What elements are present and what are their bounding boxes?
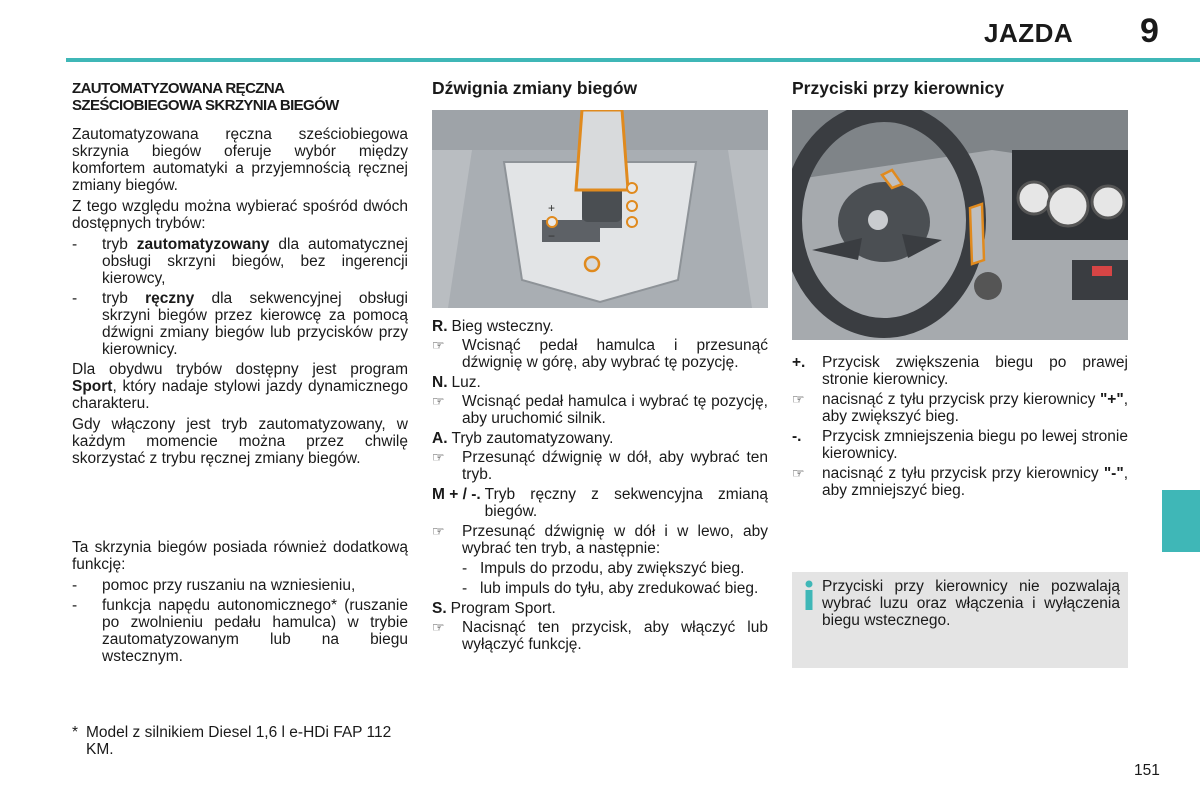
header-rule xyxy=(66,58,1200,62)
list-item-hill-assist: - pomoc przy ruszaniu na wzniesieniu, xyxy=(72,577,356,594)
column-gear-lever xyxy=(432,80,768,656)
sport-paragraph: Dla obydwu trybów dostępny jest program Sport, który nadaje stylowi jazdy dynamicznego charakteru. xyxy=(72,361,408,412)
page-number: 151 xyxy=(1134,762,1160,779)
manual-override-paragraph: Gdy włączony jest tryb zautomatyzowany, w każdym momencie można przez chwilę skorzystać z trybu ręcznej zmiany biegów. xyxy=(72,416,408,467)
gear-a-step: ☞ Przesunąć dźwignię w dół, aby wybrać ten tryb. xyxy=(432,449,768,483)
chapter-number: 9 xyxy=(1140,12,1159,50)
illus-plus-label: + xyxy=(548,201,556,215)
gear-r: R. Bieg wsteczny. xyxy=(432,318,554,335)
info-box xyxy=(792,572,1128,668)
gear-s: S. Program Sport. xyxy=(432,600,556,617)
pointing-hand-icon: ☞ xyxy=(432,619,445,635)
pointing-hand-icon: ☞ xyxy=(432,393,445,409)
info-icon xyxy=(802,580,816,610)
gear-m-step: ☞ Przesunąć dźwignię w dół i w lewo, aby wybrać ten tryb, a następnie: xyxy=(432,523,768,557)
column-steering-buttons xyxy=(792,80,1128,502)
chapter-side-tab xyxy=(1162,490,1200,552)
pointing-hand-icon: ☞ xyxy=(432,523,445,539)
pointing-hand-icon: ☞ xyxy=(432,337,445,353)
footnote: * Model z silnikiem Diesel 1,6 l e-HDi FAP 112 KM. xyxy=(72,724,392,758)
gear-a: A. Tryb zautomatyzowany. xyxy=(432,430,614,447)
illus-minus-label: − xyxy=(548,229,556,243)
extra-function-intro: Ta skrzynia biegów posiada również dodatkową funkcję: xyxy=(72,539,408,573)
chapter-title: JAZDA xyxy=(984,18,1074,48)
paddle-minus: -. Przycisk zmniejszenia biegu po lewej stronie kierownicy. xyxy=(792,428,1128,462)
gear-n-step: ☞ Wcisnąć pedał hamulca i wybrać tę pozycję, aby uruchomić silnik. xyxy=(432,393,768,427)
gear-lever-heading: Dźwignia zmiany biegów xyxy=(432,78,638,98)
pointing-hand-icon: ☞ xyxy=(792,391,805,407)
gear-m-sub-up: - Impuls do przodu, aby zwiększyć bieg. xyxy=(462,560,745,577)
paddle-minus-step: ☞ nacisnąć z tyłu przycisk przy kierownicy "-", aby zmniejszyć bieg. xyxy=(792,465,1128,499)
gear-m-sub-down: - lub impuls do tyłu, aby zredukować bieg. xyxy=(462,580,759,597)
steering-buttons-heading: Przyciski przy kierownicy xyxy=(792,78,1005,98)
section-heading: ZAUTOMATYZOWANA RĘCZNA SZEŚCIOBIEGOWA SKRZYNIA BIEGÓW xyxy=(72,80,339,114)
gear-n: N. Luz. xyxy=(432,374,481,391)
gear-s-step: ☞ Nacisnąć ten przycisk, aby włączyć lub wyłączyć funkcję. xyxy=(432,619,768,653)
gear-r-step: ☞ Wcisnąć pedał hamulca i przesunąć dźwignię w górę, aby wybrać tę pozycję. xyxy=(432,337,768,371)
pointing-hand-icon: ☞ xyxy=(432,449,445,465)
column-gearbox-intro xyxy=(72,80,408,668)
modes-intro: Z tego względu można wybierać spośród dwóch dostępnych trybów: xyxy=(72,198,408,232)
list-item-manual-mode: - tryb ręczny dla sekwencyjnej obsługi skrzyni biegów przez kierowcę za pomocą dźwigni zmiany biegów lub przycisków przy kierownicy. xyxy=(72,290,408,358)
intro-paragraph: Zautomatyzowana ręczna sześciobiegowa skrzynia biegów oferuje wybór między komfortem automatyki a przyjemnością ręcznej zmiany biegów. xyxy=(72,126,408,194)
steering-wheel-illustration xyxy=(792,110,1128,340)
list-item-auto-mode: - tryb zautomatyzowany dla automatycznej obsługi skrzyni biegów, bez ingerencji kierowcy, xyxy=(72,236,408,287)
pointing-hand-icon: ☞ xyxy=(792,465,805,481)
gear-lever-illustration xyxy=(432,110,768,308)
list-item-creep-function: - funkcja napędu autonomicznego* (ruszanie po zwolnieniu pedału hamulca) w trybie zautomatyzowanym lub na biegu wstecznym. xyxy=(72,597,408,665)
info-text: Przyciski przy kierownicy nie pozwalają wybrać luzu oraz włączenia i wyłączenia biegu wstecznego. xyxy=(822,578,1120,629)
paddle-plus-step: ☞ nacisnąć z tyłu przycisk przy kierownicy "+", aby zwiększyć bieg. xyxy=(792,391,1128,425)
paddle-plus: +. Przycisk zwiększenia biegu po prawej stronie kierownicy. xyxy=(792,354,1128,388)
gear-m: M + / -. Tryb ręczny z sekwencyjna zmianą biegów. xyxy=(432,486,768,520)
